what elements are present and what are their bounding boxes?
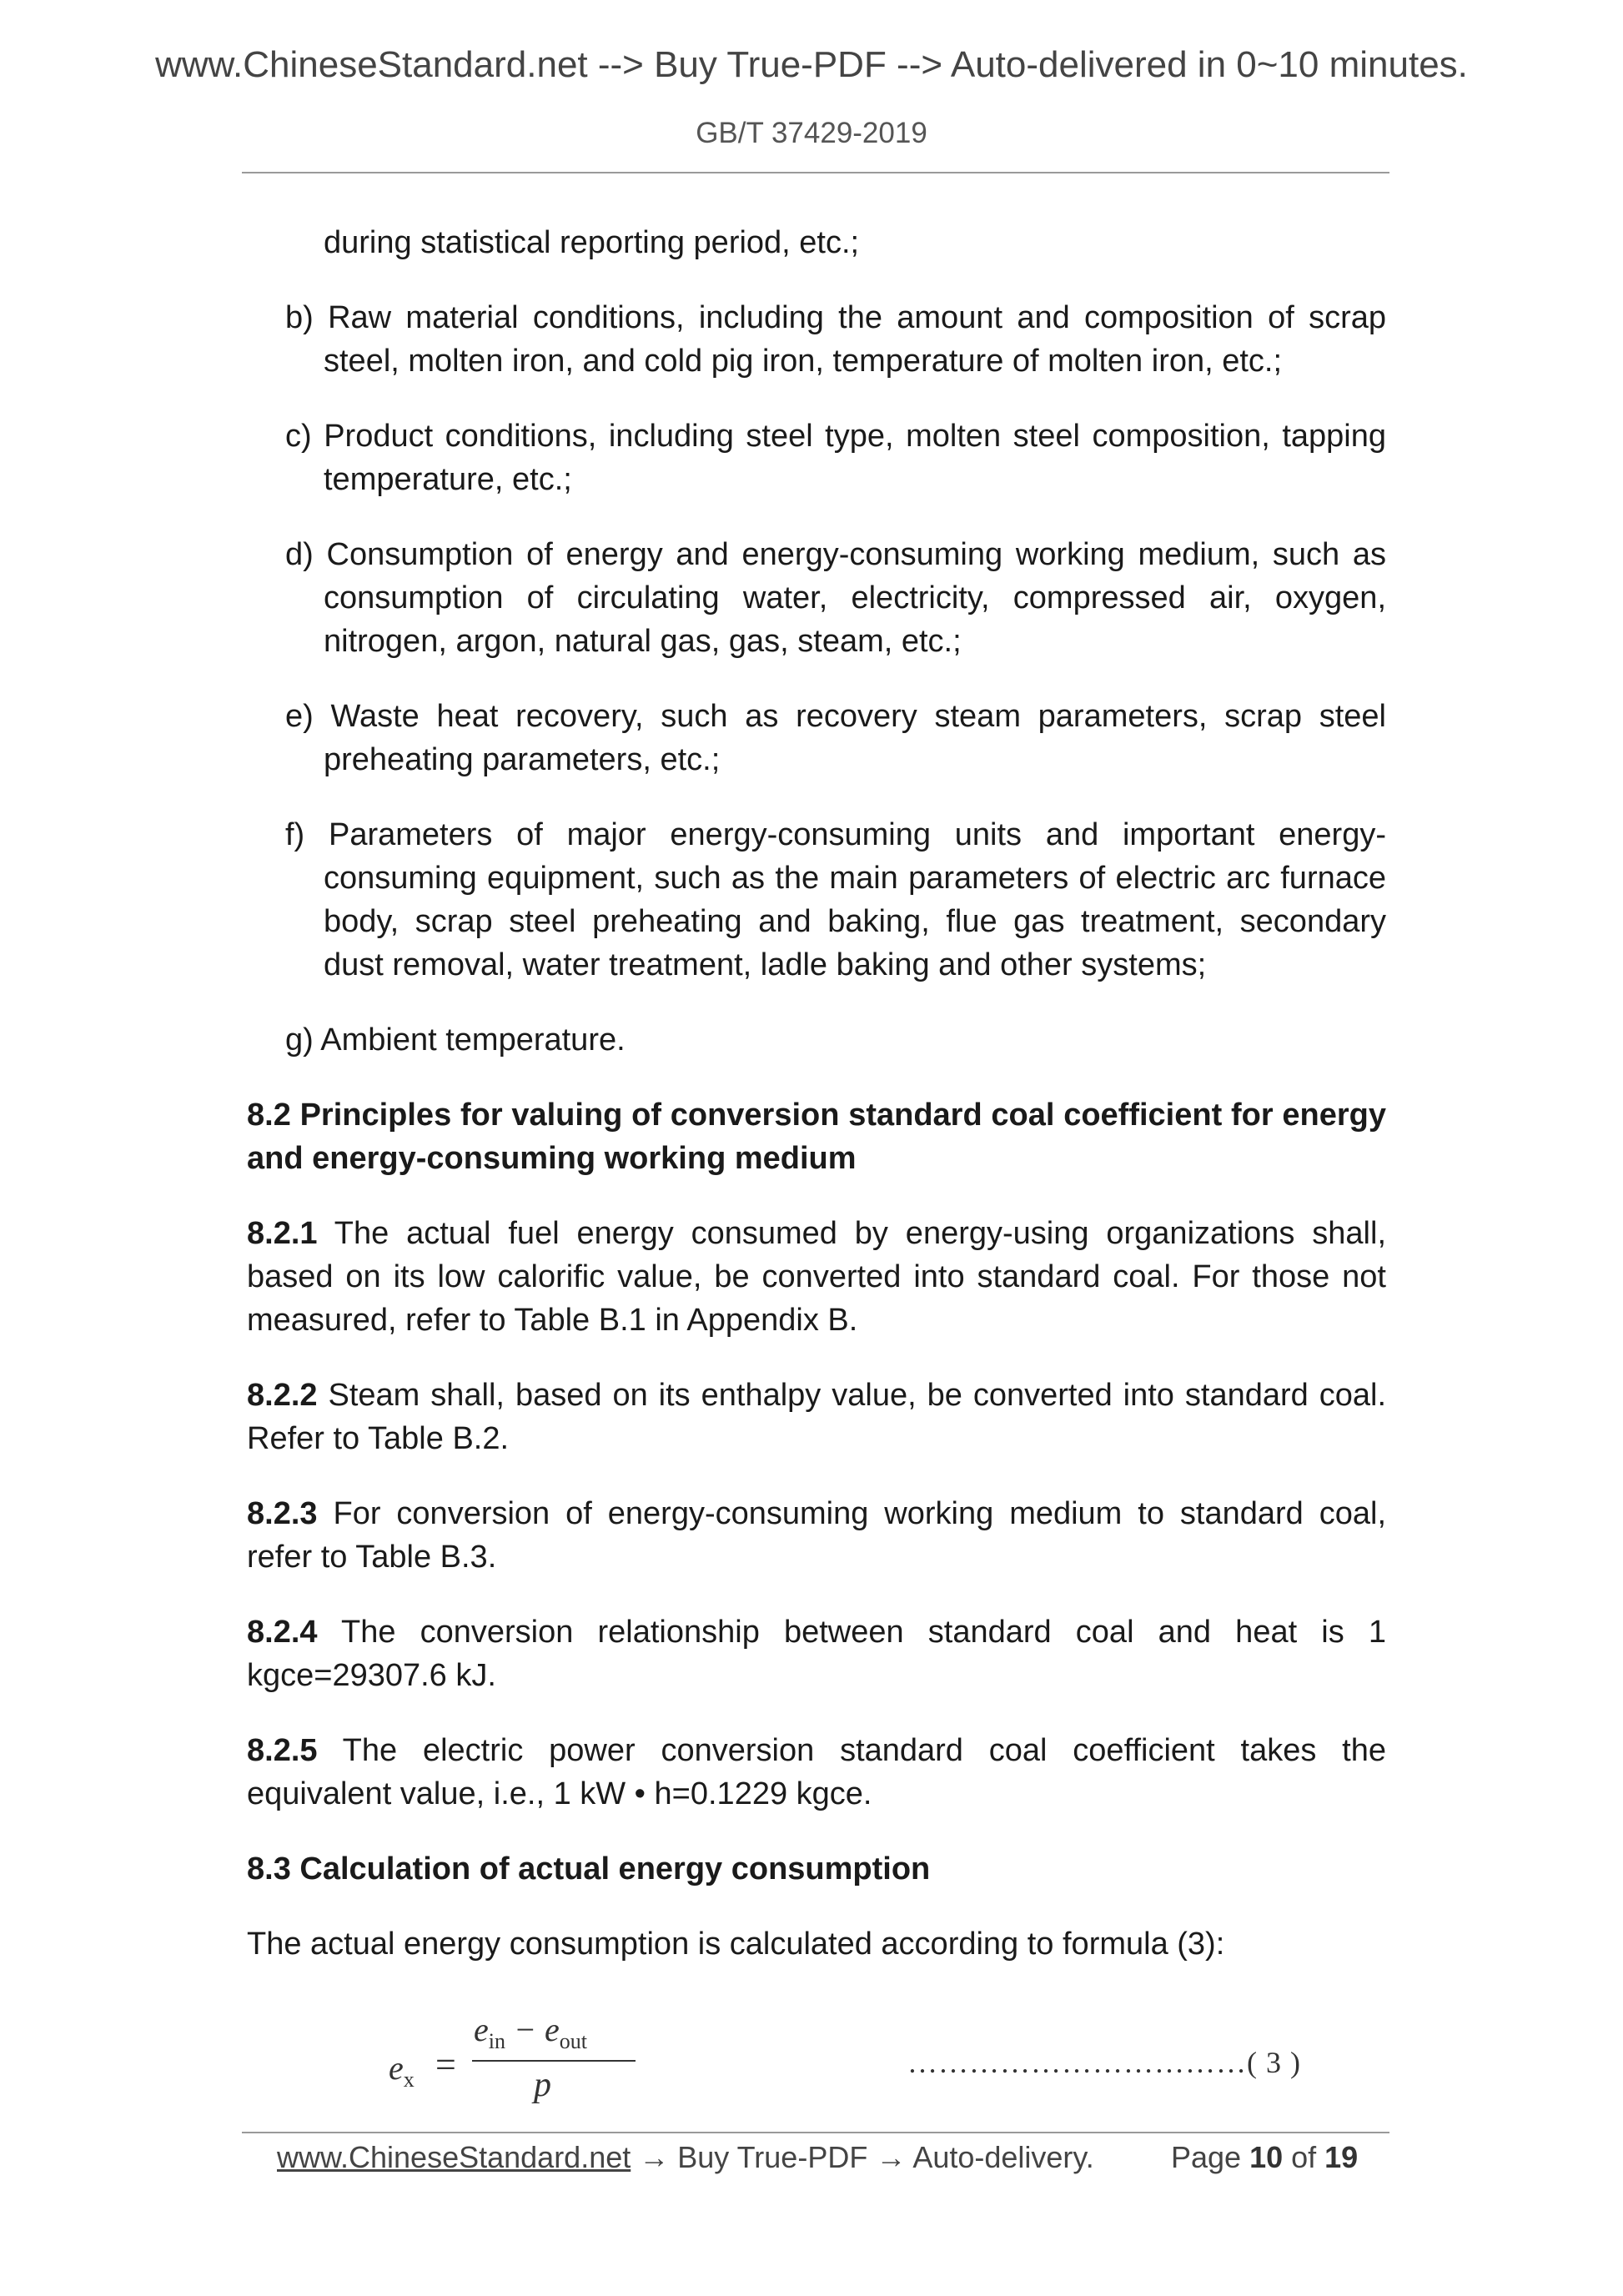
clause-number: 8.2.3 bbox=[247, 1496, 318, 1531]
formula-number: ……………………………( 3 ) bbox=[907, 2046, 1301, 2079]
list-item-text: Consumption of energy and energy-consuming working medium, such as consumption of circulating water, electricity, compressed air, oxygen, nitrogen, argon, natural gas, gas, steam, etc.; bbox=[324, 537, 1386, 659]
clause-number: 8.2.2 bbox=[247, 1378, 318, 1413]
header-divider bbox=[242, 172, 1389, 173]
footer-divider bbox=[242, 2132, 1389, 2133]
list-item-label: b) bbox=[285, 300, 314, 335]
clause-text: The actual fuel energy consumed by energy-using organizations shall, based on its low calorific value, be converted into standard coal. For those not measured, refer to Table B.1 in Appendix B. bbox=[247, 1216, 1387, 1338]
formula-intro: The actual energy consumption is calculated according to formula (3): bbox=[247, 1927, 1225, 1962]
formula-num-var1: e bbox=[474, 2011, 489, 2048]
clause-text: The electric power conversion standard coal coefficient takes the equivalent value, i.e., 1 kW • h=0.1229 kgce. bbox=[247, 1733, 1386, 1811]
footer-promo bbox=[277, 2137, 1094, 2178]
list-item-c bbox=[247, 414, 1386, 501]
list-item-continuation: during statistical reporting period, etc.; bbox=[324, 225, 860, 260]
footer-promo-text: → Buy True-PDF → Auto-delivery. bbox=[631, 2140, 1094, 2174]
clause-number: 8.2.1 bbox=[247, 1216, 318, 1251]
list-item-b bbox=[247, 296, 1386, 383]
clause-number: 8.2.4 bbox=[247, 1615, 318, 1650]
site-banner: www.ChineseStandard.net --> Buy True-PDF --> Auto-delivered in 0~10 minutes. bbox=[155, 44, 1468, 85]
list-item-e bbox=[247, 695, 1386, 781]
formula-3 bbox=[247, 2010, 1386, 2118]
page-current: 10 bbox=[1249, 2140, 1284, 2174]
formula-equals: = bbox=[435, 2044, 456, 2085]
formula-minus: − bbox=[505, 2011, 545, 2048]
clause-8-2-4 bbox=[247, 1610, 1386, 1697]
clause-8-2-3 bbox=[247, 1492, 1386, 1579]
page-content bbox=[247, 221, 1386, 1997]
list-item-label: d) bbox=[285, 537, 314, 572]
list-item-text: Product conditions, including steel type, molten steel composition, tapping temperature, etc.; bbox=[324, 419, 1386, 497]
formula-denominator: p bbox=[534, 2066, 551, 2104]
list-item-g bbox=[247, 1018, 1386, 1062]
formula-num-var2: e bbox=[545, 2011, 560, 2048]
formula-num-sub2: out bbox=[559, 2029, 587, 2053]
page-word: Page bbox=[1171, 2140, 1250, 2174]
list-item-d bbox=[247, 533, 1386, 663]
formula-num-sub1: in bbox=[488, 2029, 505, 2053]
footer-site-link[interactable]: www.ChineseStandard.net bbox=[277, 2140, 631, 2174]
list-item-text: Raw material conditions, including the amount and composition of scrap steel, molten iron, and cold pig iron, temperature of molten iron, etc.; bbox=[324, 300, 1386, 379]
clause-text: For conversion of energy-consuming working medium to standard coal, refer to Table B.3. bbox=[247, 1496, 1386, 1575]
list-item-label: g) bbox=[285, 1022, 314, 1058]
list-item-label: f) bbox=[285, 817, 305, 852]
formula-lhs-subscript: x bbox=[403, 2067, 415, 2092]
formula-fraction-bar bbox=[472, 2060, 636, 2062]
formula-lhs bbox=[389, 2048, 415, 2093]
list-item-label: c) bbox=[285, 419, 312, 454]
clause-8-2-1 bbox=[247, 1212, 1386, 1342]
list-item-f bbox=[247, 813, 1386, 987]
section-heading-8-2: 8.2 Principles for valuing of conversion standard coal coefficient for energy and energy-consuming working medium bbox=[247, 1098, 1386, 1176]
section-heading-8-3: 8.3 Calculation of actual energy consumption bbox=[247, 1851, 931, 1887]
formula-lhs-var: e bbox=[389, 2049, 404, 2087]
page-total: 19 bbox=[1324, 2140, 1359, 2174]
clause-text: The conversion relationship between standard coal and heat is 1 kgce=29307.6 kJ. bbox=[247, 1615, 1386, 1693]
page-of: of bbox=[1283, 2140, 1325, 2174]
formula-numerator bbox=[474, 2010, 587, 2054]
list-item-text: Parameters of major energy-consuming units and important energy-consuming equipment, such as the main parameters of electric arc furnace body, scrap steel preheating and baking, flue gas treatment, secondary dust removal, water treatment, ladle baking and other systems; bbox=[324, 817, 1387, 982]
clause-number: 8.2.5 bbox=[247, 1733, 318, 1768]
page-indicator bbox=[1171, 2137, 1358, 2178]
clause-text: Steam shall, based on its enthalpy value, be converted into standard coal. Refer to Table B.2. bbox=[247, 1378, 1387, 1456]
list-item-text: Waste heat recovery, such as recovery steam parameters, scrap steel preheating parameters, etc.; bbox=[324, 699, 1386, 777]
clause-8-2-5 bbox=[247, 1729, 1386, 1816]
clause-8-2-2 bbox=[247, 1374, 1386, 1460]
document-number: GB/T 37429-2019 bbox=[696, 117, 927, 149]
list-item-label: e) bbox=[285, 699, 314, 734]
list-item-text: Ambient temperature. bbox=[320, 1022, 626, 1058]
